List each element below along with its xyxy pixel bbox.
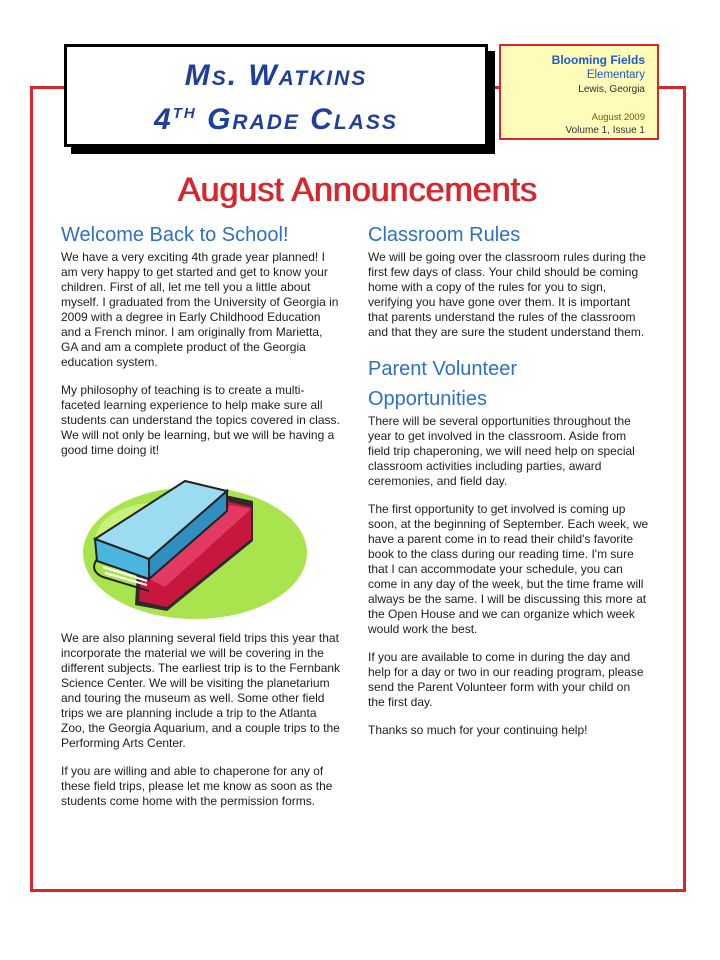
grade-suffix: TH [172, 105, 197, 122]
school-city: Lewis, Georgia [578, 84, 645, 95]
class-name [67, 95, 485, 139]
teacher-name: Ms. Watkins [184, 59, 368, 92]
welcome-heading: Welcome Back to School! [61, 224, 289, 246]
school-info-box [499, 44, 659, 140]
classroom-rules-heading: Classroom Rules [368, 224, 521, 246]
thanks-paragraph: Thanks so much for your continuing help! [368, 723, 588, 737]
welcome-paragraph: We have a very exciting 4th grade year planned! I am very happy to get started and get to know your children. First of all, let me tell you a little about myself. I graduated from the University of Georgia in 2009 with a degree in Early Childhood Education and a French minor. I am originally from Marietta, GA and am a complete product of the Georgia education system. [61, 250, 339, 369]
school-type: Elementary [586, 69, 645, 81]
volunteer-paragraph-1: There will be several opportunities throughout the year to get involved in the classroom. Aside from field trip chaperoning, we will need help on special classroom activities including parties, award ceremonies, and field day. [368, 414, 635, 488]
page-headline: August Announcements [177, 171, 537, 209]
chaperone-paragraph: If you are willing and able to chaperone for any of these field trips, please let me know as soon as the students come home with the permission forms. [61, 764, 333, 808]
volunteer-heading-line2: Opportunities [368, 388, 487, 410]
philosophy-paragraph: My philosophy of teaching is to create a multi-faceted learning experience to help make sure all students can understand the topics covered in class. We will not only be learning, but we will be having a good time doing it! [61, 383, 340, 457]
stack-of-books-icon [75, 471, 335, 621]
classroom-rules-paragraph: We will be going over the classroom rules during the first few days of class. Your child should be coming home with a copy of the rules for you to sign, verifying you have gone over them. It is important that parents understand the rules of the classroom and that they are sure the student understand them. [368, 250, 646, 339]
volunteer-paragraph-3: If you are available to come in during the day and help for a day or two in our reading program, please send the Parent Volunteer form with your child on the first day. [368, 650, 644, 709]
issue-volume: Volume 1, Issue 1 [565, 125, 645, 136]
right-column [368, 222, 650, 751]
issue-date: August 2009 [591, 112, 645, 123]
school-name: Blooming Fields [551, 53, 645, 67]
volunteer-heading-line1: Parent Volunteer [368, 358, 517, 380]
newsletter-title-box [64, 44, 488, 147]
field-trips-paragraph: We are also planning several field trips this year that incorporate the material we will be covering in the different subjects. The earliest trip is to the Fernbank Science Center. We will be visiting the planetarium and touring the museum as well. Some other field trips we are planning include a trip to the Atlanta Zoo, the Georgia Aquarium, and a couple trips to the Performing Arts Center. [61, 631, 341, 750]
class-label: Grade Class [207, 103, 398, 136]
grade-number: 4 [154, 103, 173, 136]
volunteer-paragraph-2: The first opportunity to get involved is coming up soon, at the beginning of September. Each week, we have a parent come in to read their child's favorite book to the class during our reading time. I'm sure that I can accommodate your schedule, you can come in any day of the week, but the time frame will always be the same. I will be discussing this more at the Open House and we can organize which week would work the best. [368, 502, 649, 636]
left-column [61, 222, 341, 822]
